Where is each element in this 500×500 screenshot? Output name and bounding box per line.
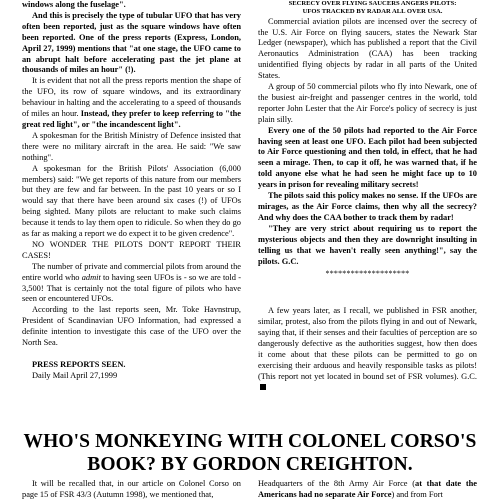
paragraph: It is evident that not all the press reports mention the shape of the UFO, its row of square windows, and its extraordinary behaviour in halting and the accelerating to a speed of thousands of miles an hour. Instead, they prefer to keep referring to "the great red light", or "the incandescent light". (22, 76, 242, 129)
paragraph: It will be recalled that, in our article on Colonel Corso on page 15 of FSR 43/3 (Autumn 1998), we mentioned that, (22, 479, 241, 499)
paragraph: A few years later, as I recall, we published in FSR another, similar, protest, also from the pilots flying in and out of Newark, saying that, if their senses and their faculties of perception are so dangerously defective as the authorities suggest, how then does it come about that these pilots can be permitted to go on exercising their arduous and heavily responsible tasks as pilots! (This report not yet located in bound set of FSR volumes). G.C. (258, 306, 477, 393)
end-mark-icon (260, 384, 266, 390)
paragraph-caps: NO WONDER THE PILOTS DON'T REPORT THEIR CASES! (22, 239, 241, 260)
article-title: WHO'S MONKEYING WITH COLONEL CORSO'S BOOK? BY GORDON CREIGHTON. (23, 431, 477, 475)
paragraph: The number of private and commercial pilots from around the entire world who admit to having seen UFOs is - so we are told - 3,500! That is certainly not the total figure of pilots who have seen or encountered UFOs. (22, 261, 241, 304)
source-label: PRESS REPORTS SEEN. (32, 360, 126, 369)
article-left-column (22, 479, 241, 500)
section-heading: SECRECY OVER FLYING SAUCERS ANGERS PILOTS: (288, 0, 457, 7)
section-subheading: UFOS TRACKED BY RADAR ALL OVER USA. (302, 8, 443, 16)
continued-text: windows along the fuselage". (22, 0, 126, 9)
left-column (22, 0, 241, 382)
right-column (258, 0, 477, 394)
article-right-column (258, 479, 477, 500)
paragraph: A group of 50 commercial pilots who fly into Newark, one of the busiest air-freight and passenger centres in the world, told reporter John Lester that the Air Force's policy of secrecy is just plain silly. (258, 82, 477, 124)
paragraph: A spokesman for the British Ministry of Defence insisted that there were no military aircraft in the area. He said: "We saw nothing". (22, 130, 241, 162)
paragraph: Commercial aviation pilots are incensed over the secrecy of the U.S. Air Force on flying saucers, states the Newark Star Ledger (newspaper), which has published a report that the Civil Aeronautics Administration (CAA) has been tracking unidentified flying objects by radar in all parts of the United States. (258, 16, 477, 81)
paragraph: A spokesman for the British Pilots' Association (6,000 members) said: "We get reports of this nature from our members but they are few and far between. In the past 10 years or so I would say that there have been around six cases (!) of UFOs being sighted. Many pilots are reluctant to make such claims because it tends to lay them open to ridicule. So when they do go as far as making a report we do expect it to be given credence". (22, 163, 241, 239)
source-text: Daily Mail April 27,1999 (32, 370, 118, 380)
separator-stars: ******************** (325, 269, 410, 279)
paragraph: According to the last reports seen, Mr. Toke Havnstrup, President of Scandinavian UFO Information, had expressed a definite intention to investigate this case of the UFO over the North Sea. (22, 305, 241, 348)
paragraph: Every one of the 50 pilots had reported to the Air Force having seen at least one UFO. Each pilot had been subjected to Air Force questioning and then told, in effect, that he had seen a mirage. Then, to cap it off, he was warned that, if he told anyone else what he had seen he might face up to 10 years in prison for revealing military secrets! (258, 125, 477, 190)
paragraph: And this is precisely the type of tubular UFO that has very often been reported, just as the square windows have often been reported. One of the press reports (Express, London, April 27, 1999) mentions that "at one stage, the UFO came to an abrupt halt before accelerating past the jet plane at thousands of miles an hour" (!). (22, 10, 241, 75)
paragraph: Headquarters of the 8th Army Air Force (at that date the Americans had no separate Air Force) and from Fort (258, 479, 477, 499)
paragraph: "They are very strict about requiring us to report the mysterious objects and then they are downright insulting in telling us that we haven't really seen anything!", say the pilots. G.C. (258, 223, 477, 266)
paragraph: The pilots said this policy makes no sense. If the UFOs are mirages, as the Air Force claims, then why all the secrecy? And why does the CAA bother to track them by radar! (258, 191, 477, 222)
